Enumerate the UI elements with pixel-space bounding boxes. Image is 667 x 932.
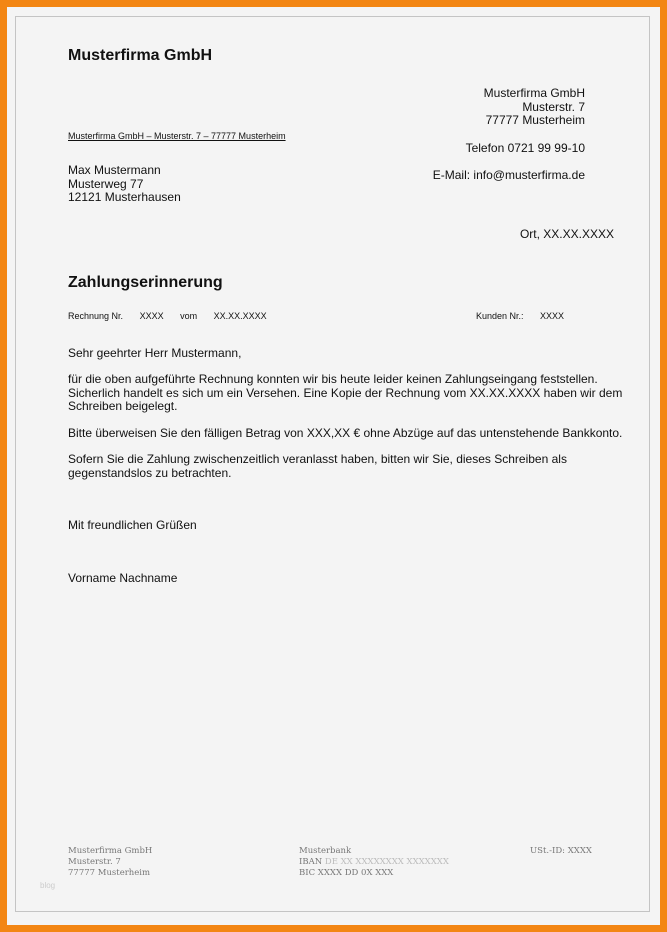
- invoice-value: XXXX: [139, 311, 164, 321]
- footer-vat-id: USt.-ID: XXXX: [530, 846, 592, 856]
- sender-line: Musterfirma GmbH: [483, 86, 585, 100]
- sender-email: E-Mail: info@musterfirma.de: [432, 168, 585, 182]
- sender-address: [484, 87, 585, 128]
- bank-name: Musterbank: [299, 846, 352, 856]
- recipient-line: Musterweg 77: [68, 176, 144, 191]
- iban-line: [299, 857, 449, 868]
- body-paragraph: Bitte überweisen Sie den fälligen Betrag von XXX,XX € ohne Abzüge auf das untenstehende Bankkonto.: [68, 426, 623, 440]
- recipient-address: [68, 164, 181, 205]
- body-paragraph: Sofern Sie die Zahlung zwischenzeitlich veranlasst haben, bitten wir Sie, dieses Schreiben als gegenstandslos zu betrachten.: [68, 452, 567, 480]
- footer-company-line: Musterstr. 7: [68, 857, 121, 867]
- sender-line: Musterstr. 7: [522, 99, 585, 114]
- salutation: Sehr geehrter Herr Mustermann,: [68, 346, 242, 360]
- customer-value: XXXX: [540, 311, 565, 321]
- signature-name: Vorname Nachname: [68, 571, 178, 585]
- date-label: vom: [180, 311, 198, 321]
- footer-company-line: 77777 Musterheim: [68, 868, 151, 878]
- invoice-reference: [68, 311, 281, 321]
- sender-phone: Telefon 0721 99 99-10: [465, 141, 585, 155]
- date-value: XX.XX.XXXX: [213, 311, 267, 321]
- iban-label: IBAN: [299, 857, 323, 867]
- footer-bank: [299, 846, 449, 879]
- invoice-label: Rechnung Nr.: [68, 311, 124, 321]
- recipient-line: Max Mustermann: [68, 163, 161, 177]
- iban-value: DE XX XXXXXXXX XXXXXXX: [324, 857, 449, 867]
- body-paragraph: für die oben aufgeführte Rechnung konnten wir bis heute leider keinen Zahlungseingang feststellen. Sicherlich handelt es sich um ein Versehen. Eine Kopie der Rechnung vom XX.XX.XXXX haben wir dem Schreiben beigelegt.: [68, 372, 623, 413]
- watermark: blog: [40, 881, 56, 890]
- footer-company-line: Musterfirma GmbH: [68, 846, 153, 856]
- company-title: Musterfirma GmbH: [68, 47, 213, 64]
- closing: Mit freundlichen Grüßen: [68, 518, 197, 532]
- bic-line: BIC XXXX DD 0X XXX: [299, 868, 394, 878]
- letter-subject: Zahlungserinnerung: [68, 274, 223, 291]
- return-address: Musterfirma GmbH – Musterstr. 7 – 77777 Musterheim: [68, 131, 286, 141]
- customer-reference: [476, 311, 578, 321]
- sender-line: 77777 Musterheim: [485, 113, 585, 127]
- place-date: Ort, XX.XX.XXXX: [519, 227, 614, 241]
- recipient-line: 12121 Musterhausen: [68, 190, 181, 204]
- customer-label: Kunden Nr.:: [476, 311, 524, 321]
- footer-company: [68, 846, 152, 879]
